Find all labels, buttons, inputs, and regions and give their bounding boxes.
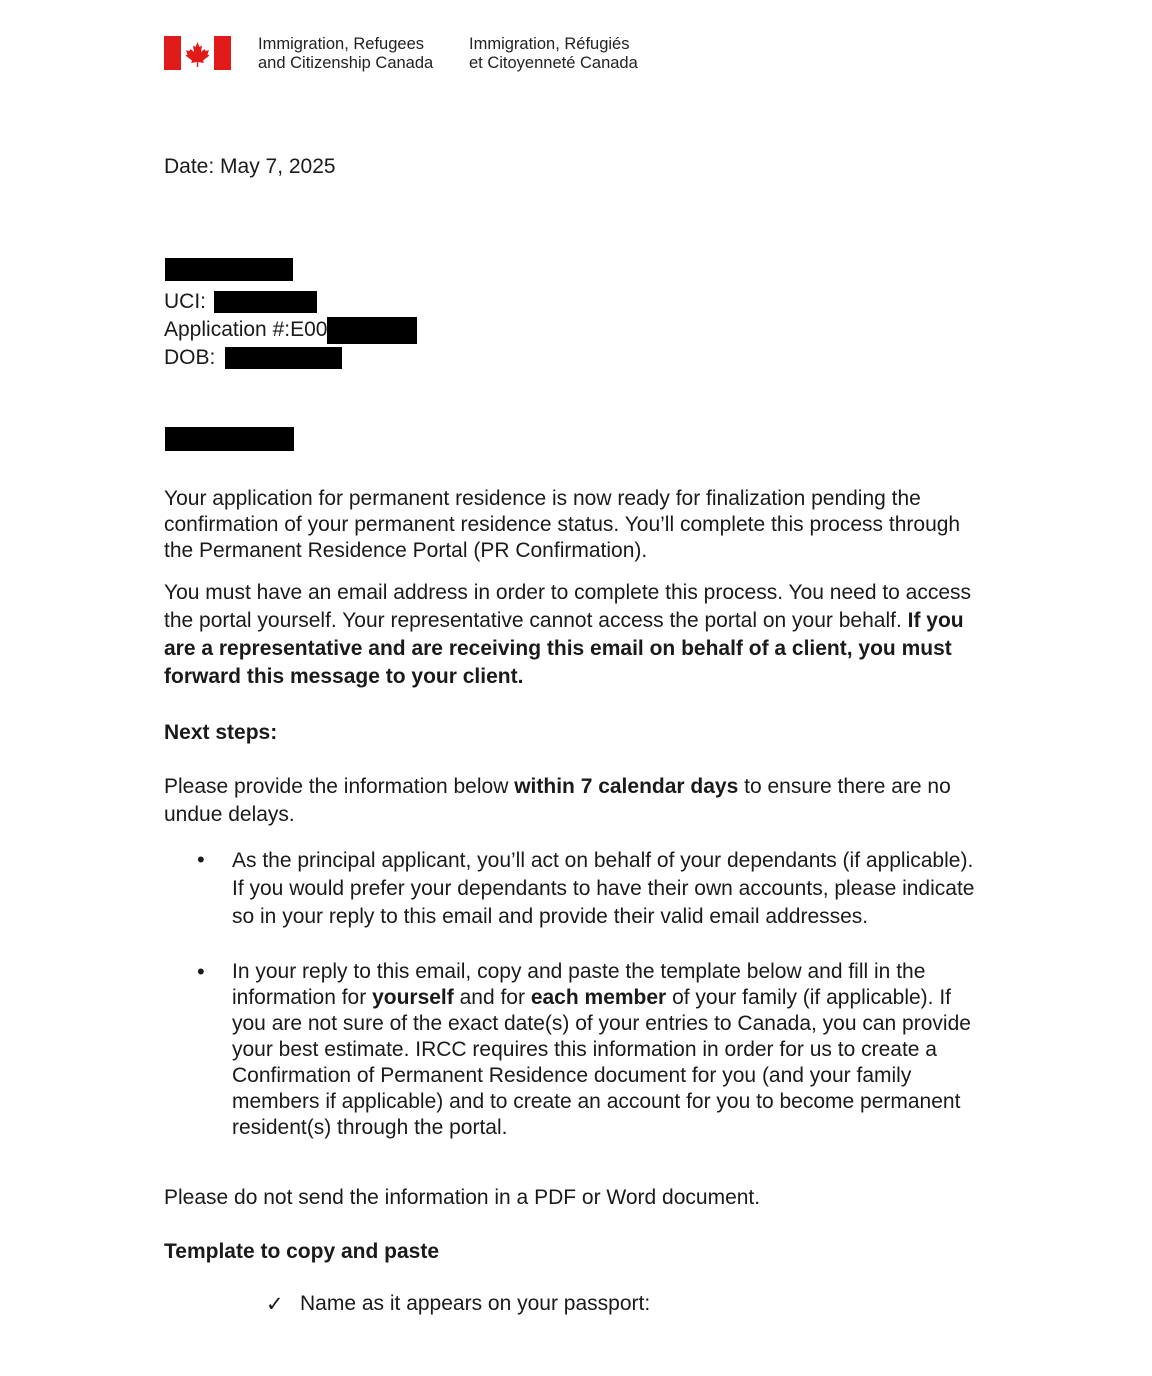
template-heading: Template to copy and paste <box>164 1240 439 1263</box>
bullet2-line2-a: information for <box>232 986 373 1009</box>
application-number-label: Application #:E00 <box>164 318 328 341</box>
bullet-dot-icon: • <box>197 959 205 984</box>
paragraph-email-required <box>164 579 1054 691</box>
para1-line3: the Permanent Residence Portal (PR Confirmation). <box>164 539 648 562</box>
bullet2-line3: you are not sure of the exact date(s) of your entries to Canada, you can provide <box>232 1012 971 1035</box>
para2-line2-regular: the portal yourself. Your representative cannot access the portal on your behalf. <box>164 609 908 632</box>
dept-fr-line2: et Citoyenneté Canada <box>469 54 638 72</box>
dept-en-line1: Immigration, Refugees <box>258 35 424 53</box>
bullet2-line4: your best estimate. IRCC requires this information in order for us to create a <box>232 1038 937 1061</box>
bullet1-line2: If you would prefer your dependants to have their own accounts, please indicate <box>232 877 975 900</box>
para1-line1: Your application for permanent residence is now ready for finalization pending the <box>164 487 921 510</box>
para3-line2: undue delays. <box>164 803 295 826</box>
uci-label: UCI: <box>164 290 206 313</box>
bullet2-line5: Confirmation of Permanent Residence document for you (and your family <box>232 1064 912 1087</box>
bullet2-line2 <box>232 985 1052 1011</box>
bullet2-line6: members if applicable) and to create an account for you to become permanent <box>232 1090 961 1113</box>
bullet2-line2-c: and for <box>453 986 531 1009</box>
bullet2-line1: In your reply to this email, copy and paste the template below and fill in the <box>232 960 926 983</box>
canada-flag-logo <box>164 36 231 70</box>
redacted-uci <box>214 291 317 313</box>
para3-bold-deadline: within 7 calendar days <box>514 775 739 798</box>
redacted-dob <box>225 347 342 369</box>
dob-row <box>164 344 1054 372</box>
bullet1-line3: so in your reply to this email and provide their valid email addresses. <box>232 905 869 928</box>
applicant-identifiers <box>164 288 1054 372</box>
dept-en-line2: and Citizenship Canada <box>258 54 434 72</box>
bullet2-bold-yourself: yourself <box>372 986 454 1009</box>
bullet-dependants <box>232 847 1052 931</box>
uci-row <box>164 288 1054 316</box>
bullet1-line1: As the principal applicant, you’ll act on behalf of your dependants (if applicable). <box>232 849 974 872</box>
application-number-row <box>164 316 1054 344</box>
para2-line2-bold: If you <box>907 609 964 632</box>
para3-regular-c: to ensure there are no <box>738 775 951 798</box>
bullet-dot-icon: • <box>197 847 205 872</box>
paragraph-provide-information <box>164 773 1054 829</box>
department-name-french <box>469 35 638 73</box>
para2-line1: You must have an email address in order to complete this process. You need to access <box>164 581 972 604</box>
para2-line4: forward this message to your client. <box>164 665 524 688</box>
redacted-name <box>165 258 293 281</box>
para1-line2: confirmation of your permanent residence status. You’ll complete this process through <box>164 513 961 536</box>
para3-regular-a: Please provide the information below <box>164 775 515 798</box>
para2-line2 <box>164 607 1054 635</box>
redacted-application-number <box>327 317 417 344</box>
bullet-reply-template <box>232 959 1052 1141</box>
redacted-salutation <box>165 427 294 451</box>
para2-line3: are a representative and are receiving this email on behalf of a client, you must <box>164 637 952 660</box>
no-pdf-note: Please do not send the information in a PDF or Word document. <box>164 1186 761 1209</box>
next-steps-heading: Next steps: <box>164 721 278 744</box>
bullet2-line2-e: of your family (if applicable). If <box>666 986 952 1009</box>
letter-date: Date: May 7, 2025 <box>164 155 336 178</box>
department-name-english <box>258 35 433 73</box>
bullet2-line7: resident(s) through the portal. <box>232 1116 508 1139</box>
dob-label: DOB: <box>164 346 216 369</box>
para3-line1 <box>164 773 1054 801</box>
checklist-item-passport-name: Name as it appears on your passport: <box>300 1292 651 1315</box>
checkmark-icon: ✓ <box>266 1293 284 1316</box>
dept-fr-line1: Immigration, Réfugiés <box>469 35 630 53</box>
bullet2-bold-each-member: each member <box>530 986 667 1009</box>
paragraph-ready-for-finalization <box>164 486 1054 564</box>
